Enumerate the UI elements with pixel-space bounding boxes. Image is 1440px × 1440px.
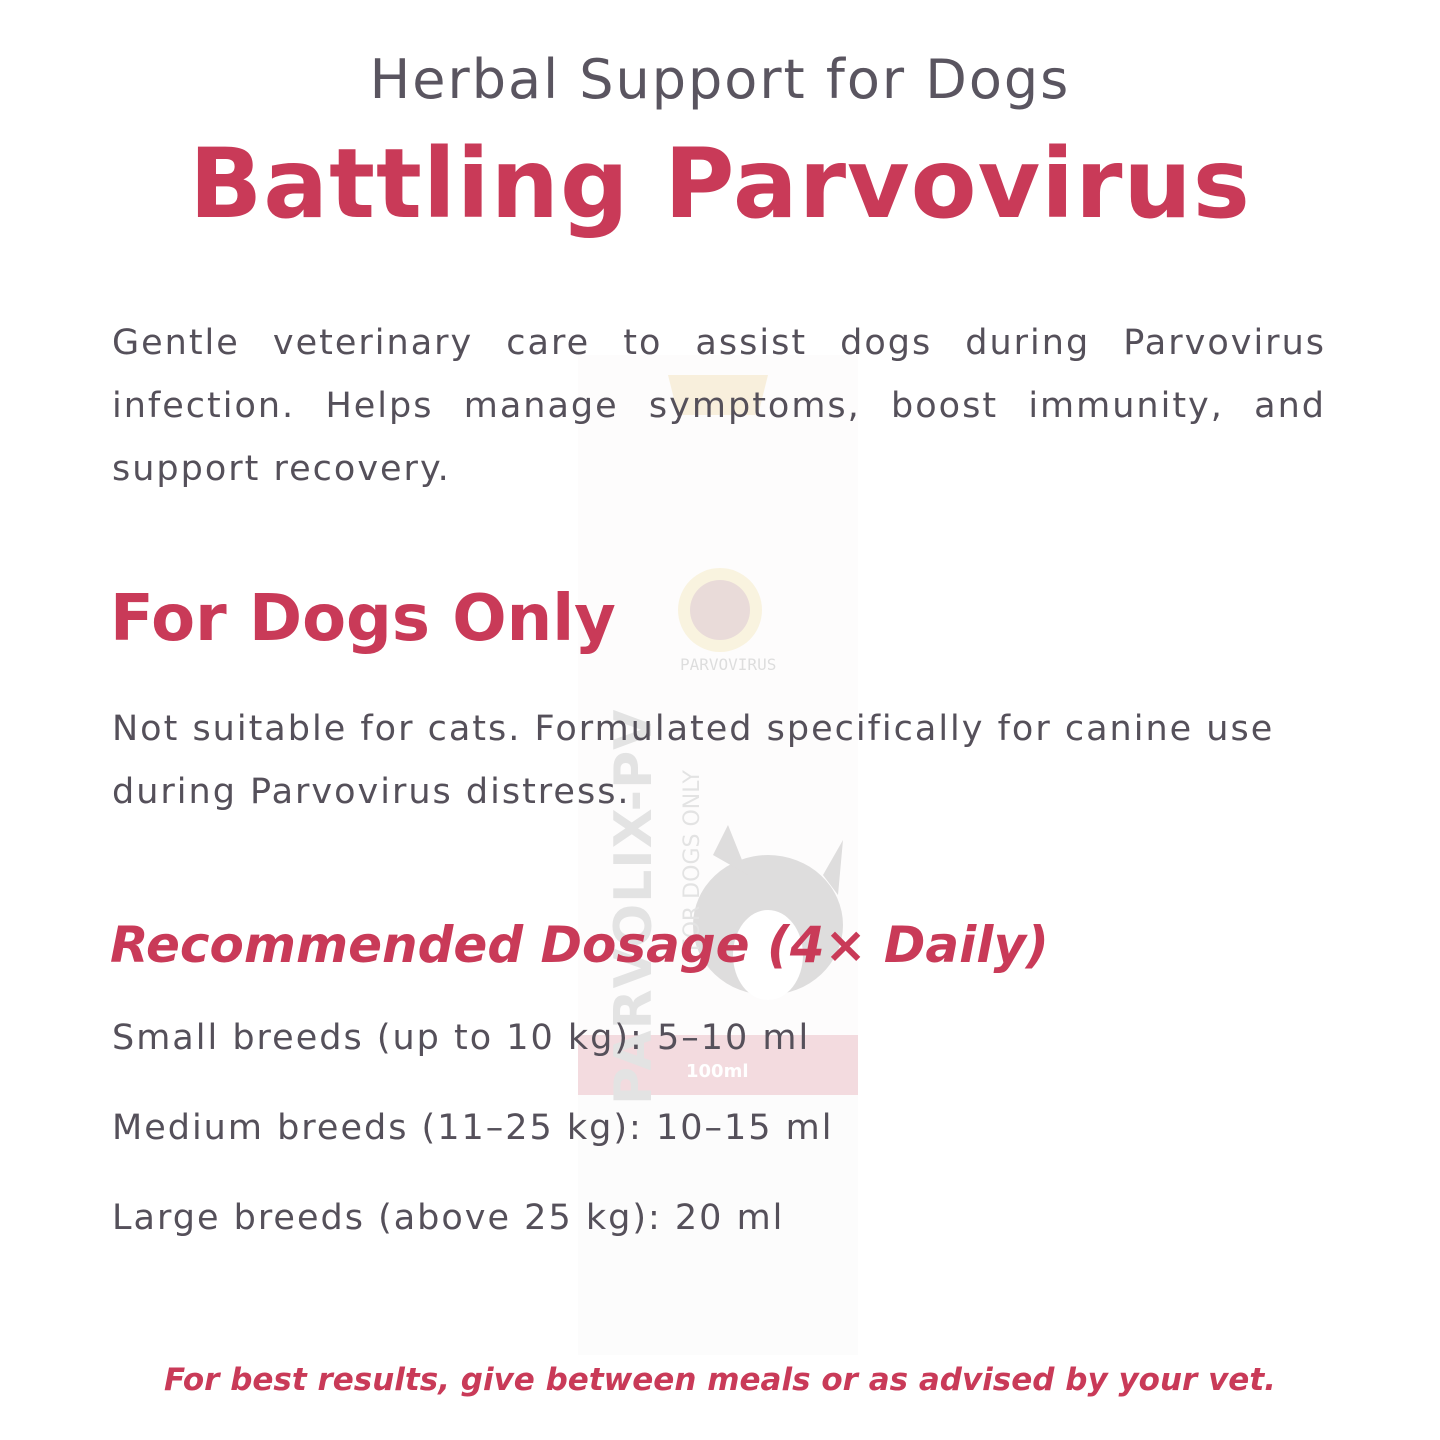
product-subtitle: FOR DOGS ONLY (680, 770, 705, 952)
dosage-item-medium: Medium breeds (11–25 kg): 10–15 ml (112, 1108, 834, 1148)
product-name: PARVOLIX-PV (604, 708, 664, 1105)
footer-note: For best results, give between meals or as advised by your vet. (164, 1362, 1276, 1398)
dosage-item-small: Small breeds (up to 10 kg): 5–10 ml (112, 1018, 811, 1058)
dogs-only-text: Not suitable for cats. Formulated specifically for canine use during Parvovirus distress. (112, 709, 1275, 812)
product-virus-label: PARVOVIRUS (680, 655, 777, 674)
dosage-heading: Recommended Dosage (4× Daily) (110, 916, 1049, 974)
product-volume: 100ml (686, 1061, 749, 1082)
intro-paragraph: Gentle veterinary care to assist dogs during Parvovirus infection. Helps manage symptoms, boost immunity, and support recovery. (112, 323, 1326, 489)
page-title: Battling Parvovirus (189, 128, 1251, 240)
page-subtitle: Herbal Support for Dogs (369, 48, 1071, 111)
dosage-item-large: Large breeds (above 25 kg): 20 ml (112, 1198, 785, 1238)
dogs-only-heading: For Dogs Only (110, 582, 616, 656)
